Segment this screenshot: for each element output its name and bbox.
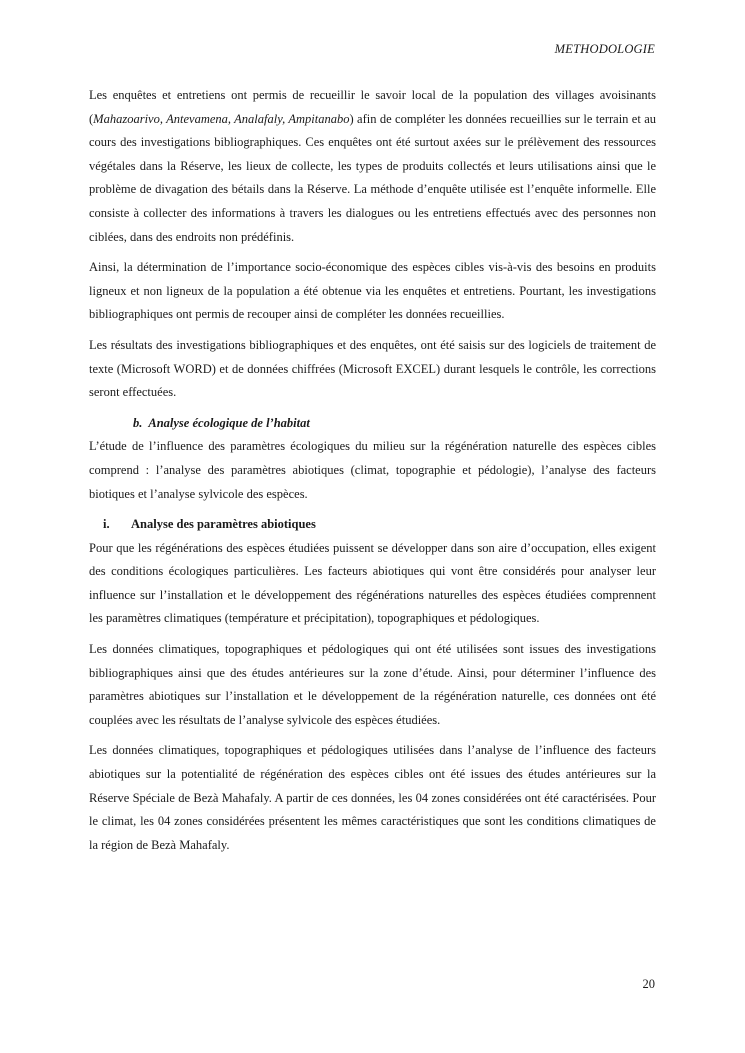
subsection-i-title: Analyse des paramètres abiotiques	[131, 517, 316, 532]
subsection-i-number: i.	[103, 517, 110, 532]
village-names: Mahazoarivo, Antevamena, Analafaly, Ampitanabo	[93, 111, 350, 126]
running-header: METHODOLOGIE	[554, 42, 655, 56]
paragraph-surveys	[89, 84, 656, 249]
subsection-i-heading	[89, 513, 656, 537]
paragraph-text: ) afin de compléter les données recueillies sur le terrain et au cours des investigations bibliographiques. Ces enquêtes ont été surtout axées sur le prélèvement des ressources végétales dans la Réserve, les lieux de collecte, les types de produits collectés et leurs utilisations ainsi que le problème de divagation des bétails dans la Réserve. La méthode d’enquête utilisée est l’enquête informelle. Elle consiste à collecter des informations à travers les dialogues ou les entretiens effectués avec des personnes non ciblées, dans des endroits non prédéfinis.	[89, 111, 656, 244]
paragraph-abiotic-conditions: Pour que les régénérations des espèces étudiées puissent se développer dans son aire d’occupation, elles exigent des conditions écologiques particulières. Les facteurs abiotiques qui vont être considérés pour analyser leur influence sur l’installation et le développement des régénérations naturelles des espèces étudiées comprennent les paramètres climatiques (température et précipitation), topographiques et pédologiques.	[89, 540, 656, 626]
paragraph-abiotic-data-sources: Les données climatiques, topographiques et pédologiques qui ont été utilisées sont issues des investigations bibliographiques ainsi que des études antérieures sur la zone d’étude. Ainsi, pour déterminer l’influence des paramètres abiotiques sur l’installation et le développement de la régénération naturelle, ces données ont été couplées avec les résultats de l’analyse sylvicole des espèces étudiées.	[89, 642, 656, 727]
paragraph-abiotic-zones: Les données climatiques, topographiques et pédologiques utilisées dans l’analyse de l’influence des facteurs abiotiques sur la potentialité de régénération des espèces cibles ont été issues des études antérieures sur la Réserve Spéciale de Bezà Mahafaly. A partir de ces données, les 04 zones considérées ont été caractérisées. Pour le climat, les 04 zones considérées présentent les mêmes caractéristiques que sont les conditions climatiques de la région de Bezà Mahafaly.	[89, 743, 656, 852]
subsection-b-heading	[89, 412, 656, 436]
paragraph-text: Les enquêtes et entretiens ont permis de recueillir le savoir local de la population des villages avoisinants (	[89, 88, 656, 126]
paragraph-data-entry: Les résultats des investigations bibliographiques et des enquêtes, ont été saisis sur des logiciels de traitement de texte (Microsoft WORD) et de données chiffrées (Microsoft EXCEL) durant lesquels le contrôle, les corrections seront effectuées.	[89, 337, 656, 400]
paragraph-socio-economic: Ainsi, la détermination de l’importance socio-économique des espèces cibles vis-à-vis des besoins en produits ligneux et non ligneux de la population a été obtenue via les enquêtes et entretiens. Pourtant, les investigations bibliographiques ont permis de recouper ainsi de compléter les données recueillies.	[89, 260, 656, 322]
subsection-b-title: Analyse écologique de l’habitat	[148, 415, 310, 430]
subsection-b-number: b.	[133, 415, 143, 430]
page-body	[89, 84, 656, 864]
page-number: 20	[642, 977, 655, 991]
paragraph-ecological-analysis: L’étude de l’influence des paramètres écologiques du milieu sur la régénération naturelle des espèces cibles comprend : l’analyse des paramètres abiotiques (climat, topographie et pédologie), l’analyse des facteurs biotiques et l’analyse sylvicole des espèces.	[89, 439, 656, 501]
